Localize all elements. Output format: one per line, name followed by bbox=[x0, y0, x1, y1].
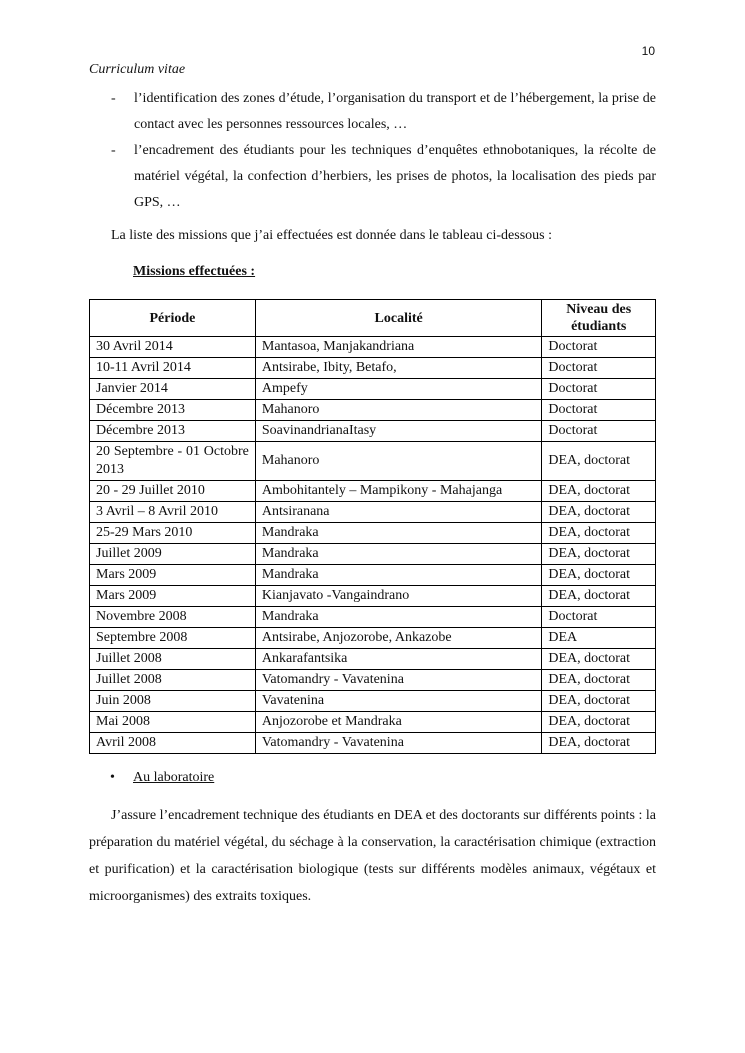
page-number: 10 bbox=[641, 44, 655, 58]
lab-paragraph: J’assure l’encadrement technique des étudiants en DEA et des doctorants sur différents points : la préparation du matériel végétal, du séchage à la conservation, la caractérisation chimique (extraction et purification) et la caractérisation biologique (tests sur différents modèles animaux, végétaux et microorganismes) des extraits toxiques. bbox=[89, 808, 656, 904]
cell-niveau: DEA, doctorat bbox=[542, 733, 656, 754]
cell-niveau: DEA, doctorat bbox=[542, 565, 656, 586]
cell-localite: Mandraka bbox=[255, 607, 542, 628]
dash-marker: - bbox=[111, 143, 116, 158]
header-localite: Localité bbox=[255, 300, 542, 337]
cell-localite: Vatomandry - Vavatenina bbox=[255, 670, 542, 691]
table-row bbox=[90, 400, 656, 421]
cell-periode: Avril 2008 bbox=[90, 733, 256, 754]
intro-sentence: La liste des missions que j’ai effectuées est donnée dans le tableau ci-dessous : bbox=[111, 228, 552, 243]
cell-niveau: DEA, doctorat bbox=[542, 442, 656, 481]
cell-niveau: Doctorat bbox=[542, 337, 656, 358]
lab-bullet bbox=[110, 768, 214, 788]
missions-table bbox=[89, 299, 656, 754]
cell-periode: Juin 2008 bbox=[90, 691, 256, 712]
bullet-text: l’identification des zones d’étude, l’organisation du transport et de l’hébergement, la prise de contact avec les personnes ressources locales, … bbox=[134, 91, 656, 132]
cell-periode: Janvier 2014 bbox=[90, 379, 256, 400]
table-row bbox=[90, 628, 656, 649]
task-bullet-list bbox=[89, 86, 656, 216]
table-row bbox=[90, 649, 656, 670]
cell-periode: 25-29 Mars 2010 bbox=[90, 523, 256, 544]
cell-localite: Kianjavato -Vangaindrano bbox=[255, 586, 542, 607]
table-row bbox=[90, 670, 656, 691]
cell-niveau: DEA, doctorat bbox=[542, 502, 656, 523]
cell-niveau: DEA, doctorat bbox=[542, 544, 656, 565]
running-header: Curriculum vitae bbox=[89, 62, 186, 77]
table-row bbox=[90, 379, 656, 400]
bullet-dot-icon: • bbox=[110, 770, 115, 785]
missions-title: Missions effectuées : bbox=[133, 264, 256, 279]
cell-periode: Juillet 2009 bbox=[90, 544, 256, 565]
cell-niveau: Doctorat bbox=[542, 421, 656, 442]
cell-periode: Septembre 2008 bbox=[90, 628, 256, 649]
cell-niveau: Doctorat bbox=[542, 400, 656, 421]
table-row bbox=[90, 421, 656, 442]
cell-periode: 10-11 Avril 2014 bbox=[90, 358, 256, 379]
table-row bbox=[90, 733, 656, 754]
table-header-row bbox=[90, 300, 656, 337]
cell-niveau: DEA, doctorat bbox=[542, 481, 656, 502]
cell-periode: 20 Septembre - 01 Octobre 2013 bbox=[90, 442, 256, 481]
cell-periode: Décembre 2013 bbox=[90, 421, 256, 442]
cell-localite: Mantasoa, Manjakandriana bbox=[255, 337, 542, 358]
cell-localite: Antsiranana bbox=[255, 502, 542, 523]
header-niveau: Niveau des étudiants bbox=[542, 300, 656, 337]
cell-periode: Novembre 2008 bbox=[90, 607, 256, 628]
cell-localite: Antsirabe, Ibity, Betafo, bbox=[255, 358, 542, 379]
cell-localite: Mandraka bbox=[255, 544, 542, 565]
cell-niveau: DEA, doctorat bbox=[542, 691, 656, 712]
cell-niveau: Doctorat bbox=[542, 379, 656, 400]
table-row bbox=[90, 586, 656, 607]
cell-niveau: DEA bbox=[542, 628, 656, 649]
table-row bbox=[90, 502, 656, 523]
table-row bbox=[90, 712, 656, 733]
cell-niveau: DEA, doctorat bbox=[542, 523, 656, 544]
cell-periode: 20 - 29 Juillet 2010 bbox=[90, 481, 256, 502]
cell-localite: Mandraka bbox=[255, 523, 542, 544]
bullet-text: l’encadrement des étudiants pour les techniques d’enquêtes ethnobotaniques, la récolte de matériel végétal, la confection d’herbiers, les prises de photos, la localisation des pieds par GPS, … bbox=[134, 143, 656, 210]
cell-periode: 30 Avril 2014 bbox=[90, 337, 256, 358]
cell-localite: Ankarafantsika bbox=[255, 649, 542, 670]
lab-title: Au laboratoire bbox=[133, 770, 215, 785]
cell-niveau: DEA, doctorat bbox=[542, 712, 656, 733]
cell-localite: Vavatenina bbox=[255, 691, 542, 712]
cell-localite: Mahanoro bbox=[255, 400, 542, 421]
table-row bbox=[90, 565, 656, 586]
cell-localite: Antsirabe, Anjozorobe, Ankazobe bbox=[255, 628, 542, 649]
cell-periode: Mars 2009 bbox=[90, 565, 256, 586]
cell-localite: Mahanoro bbox=[255, 442, 542, 481]
cell-niveau: Doctorat bbox=[542, 358, 656, 379]
cell-localite: Vatomandry - Vavatenina bbox=[255, 733, 542, 754]
table-row bbox=[90, 358, 656, 379]
cell-localite: SoavinandrianaItasy bbox=[255, 421, 542, 442]
table-row bbox=[90, 691, 656, 712]
cell-periode: 3 Avril – 8 Avril 2010 bbox=[90, 502, 256, 523]
cell-periode: Mai 2008 bbox=[90, 712, 256, 733]
table-row bbox=[90, 607, 656, 628]
bullet-item bbox=[89, 138, 656, 216]
bullet-item bbox=[89, 86, 656, 138]
cell-periode: Décembre 2013 bbox=[90, 400, 256, 421]
cell-periode: Juillet 2008 bbox=[90, 670, 256, 691]
cell-niveau: DEA, doctorat bbox=[542, 670, 656, 691]
table-row bbox=[90, 523, 656, 544]
cell-localite: Mandraka bbox=[255, 565, 542, 586]
table-row bbox=[90, 544, 656, 565]
dash-marker: - bbox=[111, 91, 116, 106]
cell-localite: Ambohitantely – Mampikony - Mahajanga bbox=[255, 481, 542, 502]
table-row bbox=[90, 442, 656, 481]
table-row bbox=[90, 481, 656, 502]
cell-periode: Mars 2009 bbox=[90, 586, 256, 607]
cell-niveau: DEA, doctorat bbox=[542, 586, 656, 607]
cell-localite: Ampefy bbox=[255, 379, 542, 400]
header-periode: Période bbox=[90, 300, 256, 337]
cell-periode: Juillet 2008 bbox=[90, 649, 256, 670]
cell-niveau: DEA, doctorat bbox=[542, 649, 656, 670]
table-row bbox=[90, 337, 656, 358]
cell-localite: Anjozorobe et Mandraka bbox=[255, 712, 542, 733]
cell-niveau: Doctorat bbox=[542, 607, 656, 628]
